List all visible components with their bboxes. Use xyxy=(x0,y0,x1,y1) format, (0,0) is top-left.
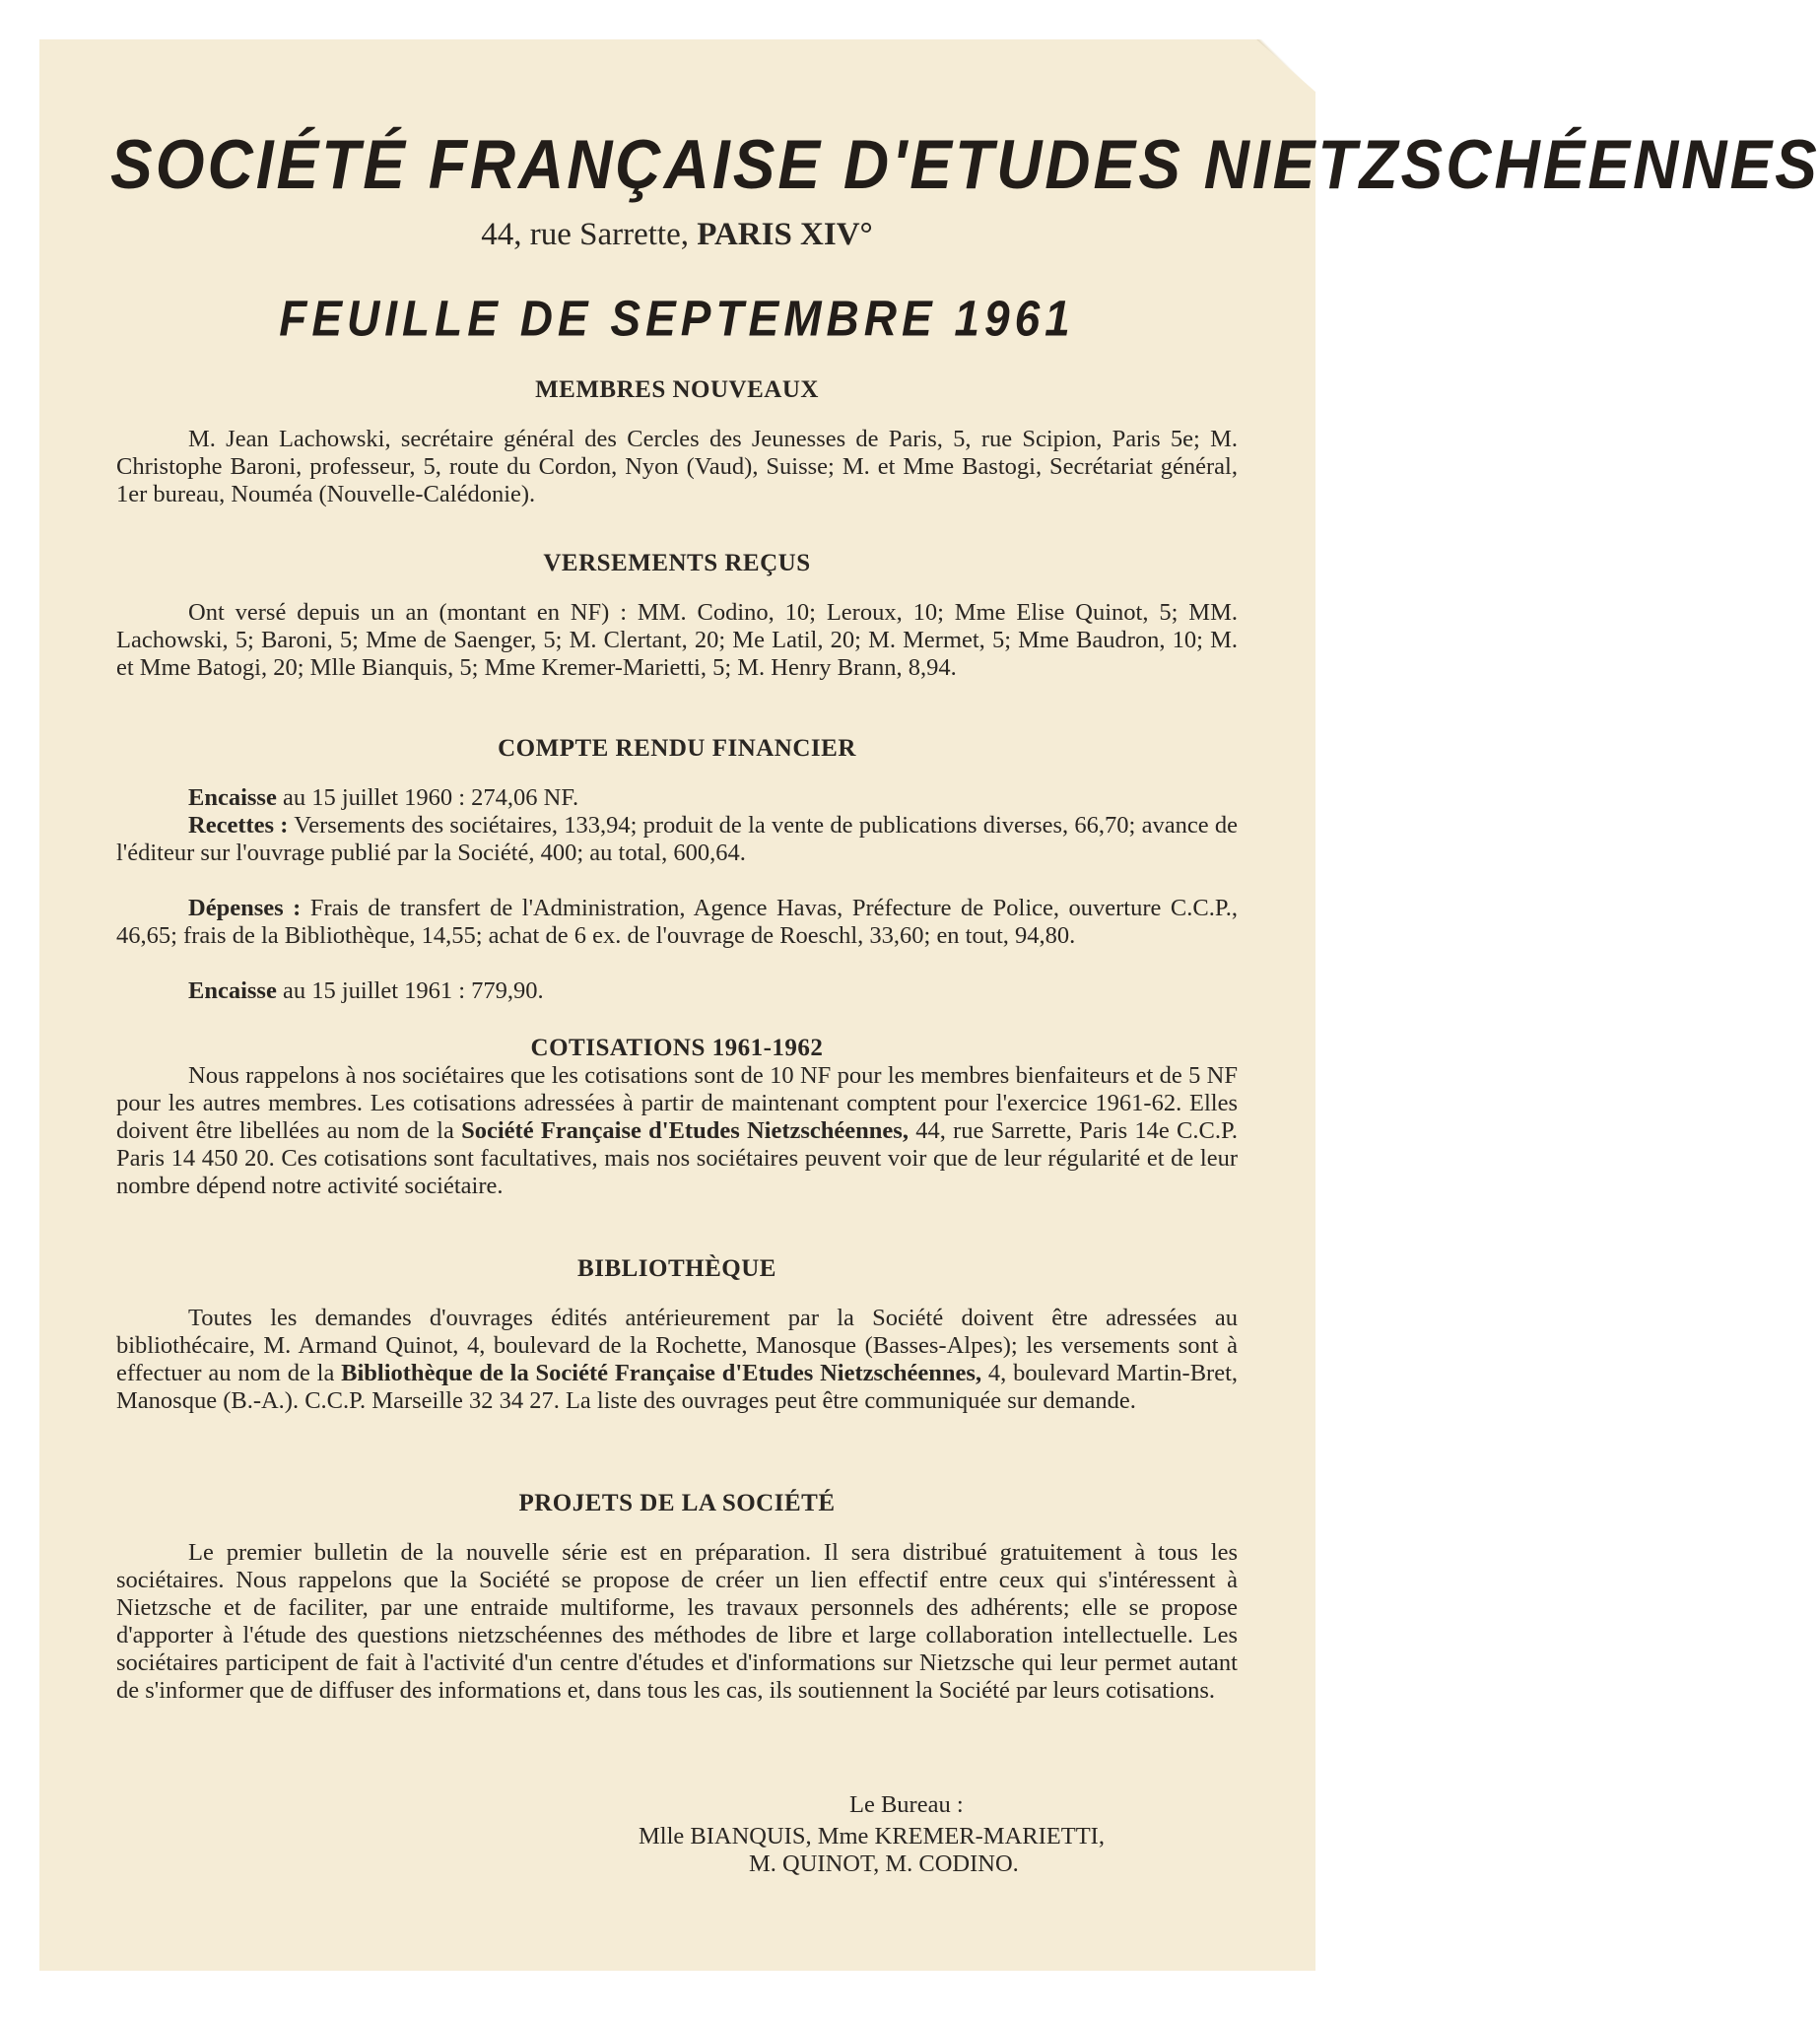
cotisations-text-b: 44, rue Sarrette, Paris 14e C.C.P. Paris 14 450 20. Ces cotisations sont facultatives, mais nos sociétaires peuvent voir que de leur régularité et de leur nombre dépend notre activité sociétaire. xyxy=(116,1117,1239,1199)
cotisations-text xyxy=(116,1062,1238,1200)
membres-text: M. Jean Lachowski, secrétaire général des Cercles des Jeunesses de Paris, 5, rue Scipion, Paris 5e; M. Christophe Baroni, professeur, 5, route du Cordon, Nyon (Vaud), Suisse; M. et Mme Bastogi, Secrétariat général, 1er bureau, Nouméa (Nouvelle-Calédonie). xyxy=(116,426,1238,507)
encaisse1-label: Encaisse xyxy=(188,784,277,811)
bureau-members-line2: M. QUINOT, M. CODINO. xyxy=(749,1850,1019,1877)
bibliotheque-text xyxy=(116,1305,1238,1415)
compte-encaisse-1961 xyxy=(116,977,1238,1005)
heading-versements: VERSEMENTS REÇUS xyxy=(543,550,811,576)
heading-compte: COMPTE RENDU FINANCIER xyxy=(498,735,856,762)
bureau-members-line1: Mlle BIANQUIS, Mme KREMER-MARIETTI, xyxy=(639,1823,1105,1850)
projets-text: Le premier bulletin de la nouvelle série est en préparation. Il sera distribué gratuitement à tous les sociétaires. Nous rappelons que la Société se propose de créer un lien effectif entre ceux qui s'intéressent à Nietzsche et de faciliter, par une entraide multiforme, les travaux personnels des adhérents; elle se propose d'apporter à l'étude des questions nietzschéennes des méthodes de libre et large collaboration intellectuelle. Les sociétaires participent de fait à l'activité d'un centre d'études et d'informations sur Nietzsche qui leur permet autant de s'informer que de diffuser des informations et, dans tous les cas, ils soutiennent la Société par leurs cotisations. xyxy=(116,1539,1238,1704)
depenses-text: Frais de transfert de l'Administration, Agence Havas, Préfecture de Police, ouverture C.C.P., 46,65; frais de la Bibliothèque, 14,55; achat de 6 ex. de l'ouvrage de Roeschl, 33,60; en tout, 94,80. xyxy=(116,895,1238,949)
compte-encaisse-1960 xyxy=(116,784,1238,812)
depenses-label: Dépenses : xyxy=(188,895,302,921)
society-title: SOCIÉTÉ FRANÇAISE D'ETUDES NIETZSCHÉENNES xyxy=(110,125,1820,204)
versements-text: Ont versé depuis un an (montant en NF) : MM. Codino, 10; Leroux, 10; Mme Elise Quinot, 5; MM. Lachowski, 5; Baroni, 5; Mme de Saenger, 5; M. Clertant, 20; Me Latil, 20; M. Mermet, 5; Mme Baudron, 10; M. et Mme Batogi, 20; Mlle Bianquis, 5; Mme Kremer-Marietti, 5; M. Henry Brann, 8,94. xyxy=(116,599,1238,681)
bureau-label: Le Bureau : xyxy=(849,1791,964,1818)
address-city: PARIS XIV° xyxy=(697,217,873,252)
encaisse2-label: Encaisse xyxy=(188,977,277,1004)
heading-cotisations: COTISATIONS 1961-1962 xyxy=(530,1035,824,1061)
recettes-label: Recettes : xyxy=(188,812,289,839)
heading-projets: PROJETS DE LA SOCIÉTÉ xyxy=(518,1490,836,1516)
compte-depenses xyxy=(116,895,1238,950)
heading-membres: MEMBRES NOUVEAUX xyxy=(535,376,819,403)
heading-bibliotheque: BIBLIOTHÈQUE xyxy=(577,1255,776,1282)
recettes-text: Versements des sociétaires, 133,94; produit de la vente de publications diverses, 66,70; avance de l'éditeur sur l'ouvrage publié par la Société, 400; au total, 600,64. xyxy=(116,812,1238,866)
issue-title: FEUILLE DE SEPTEMBRE 1961 xyxy=(279,290,1075,347)
address-street: 44, rue Sarrette, xyxy=(481,217,689,252)
bibliotheque-text-a: Toutes les demandes d'ouvrages édités antérieurement par la Société doivent être adressées au bibliothécaire, M. Armand Quinot, 4, boulevard de la Rochette, Manosque (Basses-Alpes); les versements sont à effectuer au nom de la xyxy=(116,1305,1238,1386)
bibliotheque-name: Bibliothèque de la Société Française d'Etudes Nietzschéennes, xyxy=(341,1360,982,1386)
cotisations-society-name: Société Française d'Etudes Nietzschéennes, xyxy=(461,1117,909,1144)
bibliotheque-text-b: 4, boulevard Martin-Bret, Manosque (B.-A.). C.C.P. Marseille 32 34 27. La liste des ouvrages peut être communiquée sur demande. xyxy=(116,1360,1238,1414)
cotisations-text-a: Nous rappelons à nos sociétaires que les cotisations sont de 10 NF pour les membres bienfaiteurs et de 5 NF pour les autres membres. Les cotisations adressées à partir de maintenant comptent pour l'exercice 1961-62. Elles doivent être libellées au nom de la xyxy=(116,1062,1238,1144)
encaisse1-text: au 15 juillet 1960 : 274,06 NF. xyxy=(282,784,579,811)
compte-recettes xyxy=(116,812,1238,867)
society-address xyxy=(110,217,1244,253)
encaisse2-text: au 15 juillet 1961 : 779,90. xyxy=(282,977,544,1004)
